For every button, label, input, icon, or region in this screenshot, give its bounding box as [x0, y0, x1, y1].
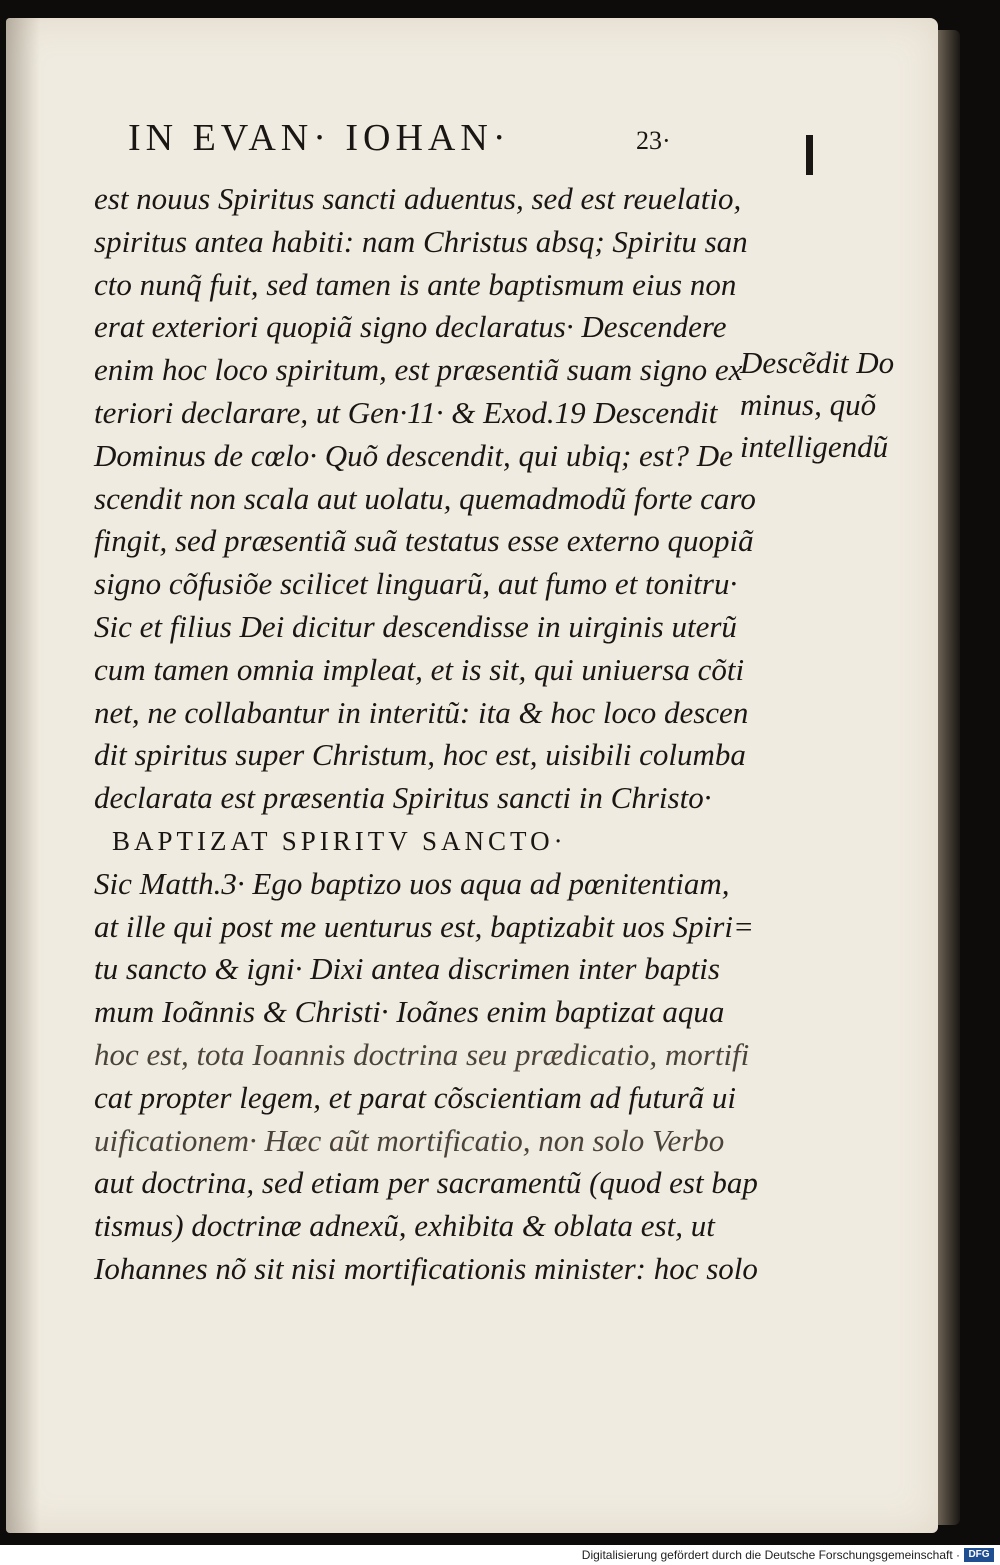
text-line: enim hoc loco spiritum, est præsentiã suam signo ex	[94, 352, 743, 388]
text-line: hoc est, tota Ioannis doctrina seu prædicatio, mortifi	[94, 1036, 750, 1072]
text-line: spiritus antea habiti: nam Christus absq; Spiritu san	[94, 223, 748, 259]
text-line: erat exteriori quopiã signo declaratus· Descendere	[94, 309, 727, 345]
text-line: Iohannes nõ sit nisi mortificationis minister: hoc solo	[94, 1250, 758, 1286]
text-line: at ille qui post me uenturus est, baptizabit uos Spiri=	[94, 908, 754, 944]
book-page	[6, 18, 938, 1533]
printer-mark	[806, 135, 813, 175]
text-line: est nouus Spiritus sancti aduentus, sed est reuelatio,	[94, 181, 742, 216]
page-number: 23·	[636, 126, 671, 155]
dfg-logo-icon: DFG	[964, 1548, 994, 1562]
text-line: signo cõfusiõe scilicet linguarũ, aut fumo et tonitru·	[94, 566, 738, 602]
text-line: cum tamen omnia impleat, et is sit, qui uniuersa cõti	[94, 651, 745, 687]
page-edge	[938, 30, 960, 1525]
marginal-line: Descẽdit Do	[740, 345, 895, 380]
marginal-line: intelligendũ	[740, 429, 889, 464]
text-line: Dominus de cœlo· Quõ descendit, qui ubiq; est? De	[94, 437, 733, 473]
marginal-line: minus, quõ	[740, 387, 877, 422]
text-line: declarata est præsentia Spiritus sancti in Christo·	[94, 780, 712, 816]
text-line: tismus) doctrinæ adnexũ, exhibita & oblata est, ut	[94, 1208, 715, 1244]
text-line: tu sancto & igni· Dixi antea discrimen inter baptis	[94, 951, 720, 987]
text-line: cat propter legem, et parat cõscientiam ad futurã ui	[94, 1079, 737, 1115]
text-line: uificationem· Hæc aũt mortificatio, non solo Verbo	[94, 1122, 725, 1158]
text-line: teriori declarare, ut Gen·11· & Exod.19 Descendit	[94, 394, 718, 430]
text-line: aut doctrina, sed etiam per sacramentũ (quod est bap	[94, 1165, 758, 1201]
running-head: IN EVAN· IOHAN·	[128, 117, 511, 159]
text-line: Sic Matth.3· Ego baptizo uos aqua ad pœnitentiam,	[94, 865, 730, 901]
text-line: mum Ioãnnis & Christi· Ioãnes enim baptizat aqua	[94, 994, 725, 1030]
marginal-note	[740, 342, 938, 468]
text-line: dit spiritus super Christum, hoc est, uisibili columba	[94, 737, 746, 773]
funding-credit: Digitalisierung gefördert durch die Deutsche Forschungsgemeinschaft ·	[581, 1548, 960, 1562]
text-line: scendit non scala aut uolatu, quemadmodũ forte caro	[94, 480, 756, 516]
text-line: cto nunq̃ fuit, sed tamen is ante baptismum eius non	[94, 266, 737, 302]
text-line: net, ne collabantur in interitũ: ita & hoc loco descen	[94, 694, 749, 730]
text-line: Sic et filius Dei dicitur descendisse in uirginis uterũ	[94, 608, 737, 644]
text-line: fingit, sed præsentiã suã testatus esse externo quopiã	[94, 523, 754, 559]
section-heading: BAPTIZAT SPIRITV SANCTO·	[112, 825, 567, 856]
body-text	[94, 178, 758, 1291]
